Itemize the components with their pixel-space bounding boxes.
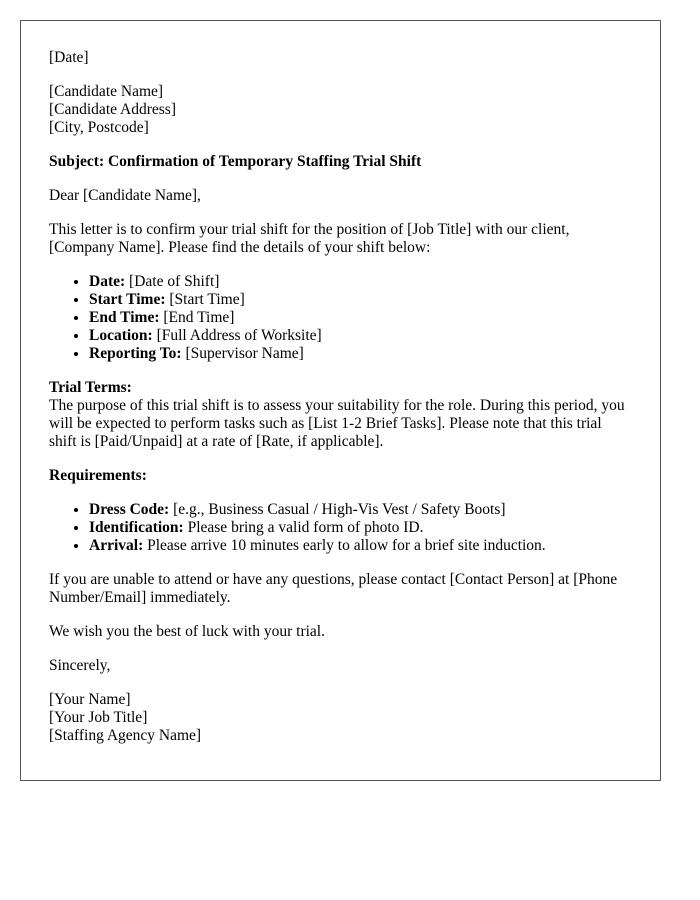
requirement-value: Please arrive 10 minutes early to allow for a brief site induction.	[143, 537, 546, 554]
salutation: Dear [Candidate Name],	[49, 187, 201, 204]
trial-terms-heading: Trial Terms:	[49, 379, 132, 396]
detail-value: [Supervisor Name]	[181, 345, 304, 362]
requirement-value: Please bring a valid form of photo ID.	[183, 519, 424, 536]
requirement-item-arrival	[89, 537, 632, 555]
detail-value: [Date of Shift]	[125, 273, 220, 290]
detail-value: [End Time]	[159, 309, 235, 326]
signature-block	[49, 691, 632, 745]
detail-label: End Time:	[89, 309, 160, 326]
requirement-item-identification	[89, 519, 632, 537]
requirement-label: Dress Code:	[89, 501, 170, 518]
detail-value: [Full Address of Worksite]	[152, 327, 322, 344]
detail-item-end-time	[89, 309, 632, 327]
requirement-label: Arrival:	[89, 537, 144, 554]
detail-label: Location:	[89, 327, 153, 344]
detail-label: Start Time:	[89, 291, 166, 308]
detail-value: [Start Time]	[165, 291, 245, 308]
requirement-item-dress-code	[89, 501, 632, 519]
signature-title: [Your Job Title]	[49, 709, 148, 726]
letter-subject: Subject: Confirmation of Temporary Staffing Trial Shift	[49, 153, 422, 170]
recipient-address: [Candidate Address]	[49, 101, 176, 118]
signature-name: [Your Name]	[49, 691, 131, 708]
requirements-heading: Requirements:	[49, 467, 147, 484]
shift-details-list	[49, 273, 632, 363]
detail-item-start-time	[89, 291, 632, 309]
requirement-label: Identification:	[89, 519, 184, 536]
requirements-list	[49, 501, 632, 555]
trial-terms-section	[49, 379, 632, 451]
wish-paragraph: We wish you the best of luck with your trial.	[49, 623, 325, 640]
detail-item-date	[89, 273, 632, 291]
contact-paragraph: If you are unable to attend or have any questions, please contact [Contact Person] at [Phone Number/Email] immediately.	[49, 571, 618, 606]
trial-terms-body: The purpose of this trial shift is to assess your suitability for the role. During this period, you will be expected to perform tasks such as [List 1-2 Brief Tasks]. Please note that this trial shift is [Paid/Unpaid] at a rate of [Rate, if applicable].	[49, 397, 625, 450]
signature-agency: [Staffing Agency Name]	[49, 727, 202, 744]
recipient-city: [City, Postcode]	[49, 119, 149, 136]
letter-page	[20, 20, 661, 781]
recipient-block	[49, 83, 632, 137]
letter-date: [Date]	[49, 49, 89, 66]
detail-item-reporting-to	[89, 345, 632, 363]
detail-item-location	[89, 327, 632, 345]
intro-paragraph: This letter is to confirm your trial shift for the position of [Job Title] with our client, [Company Name]. Please find the details of your shift below:	[49, 221, 570, 256]
closing: Sincerely,	[49, 657, 111, 674]
requirement-value: [e.g., Business Casual / High-Vis Vest / Safety Boots]	[169, 501, 506, 518]
recipient-name: [Candidate Name]	[49, 83, 164, 100]
detail-label: Reporting To:	[89, 345, 182, 362]
detail-label: Date:	[89, 273, 126, 290]
